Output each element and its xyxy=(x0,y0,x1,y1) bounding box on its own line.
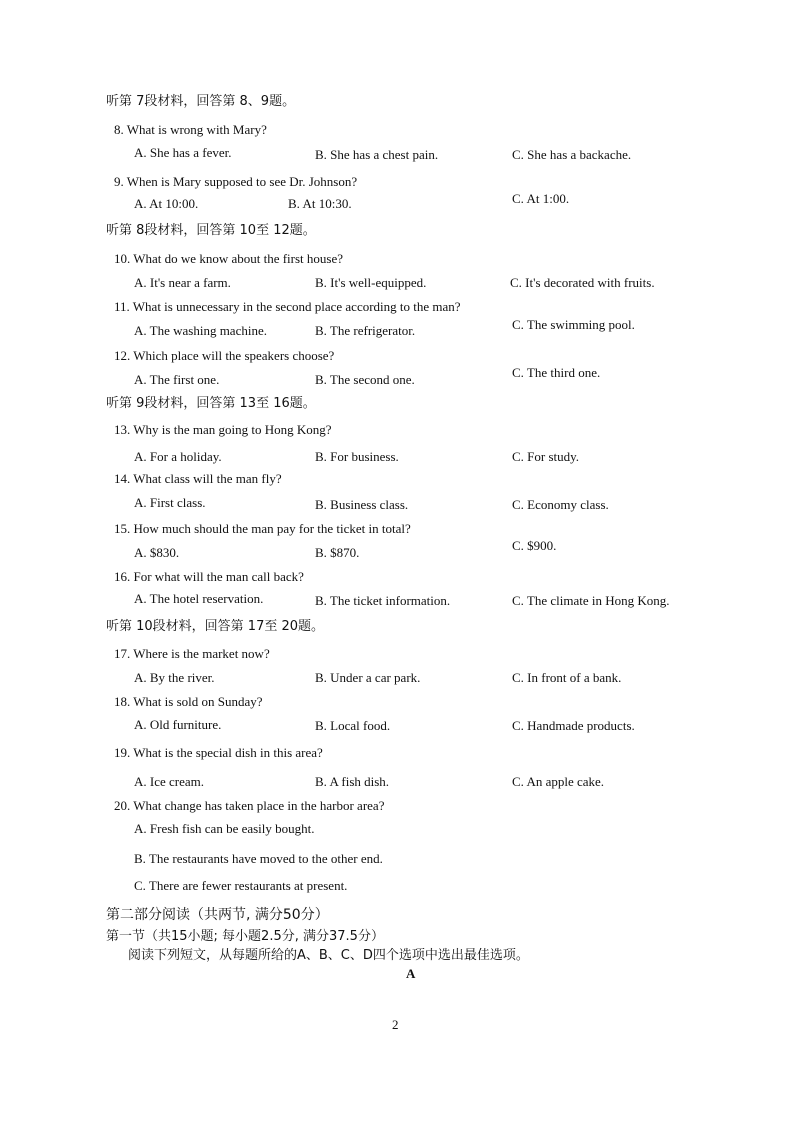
question-10: 10. What do we know about the first house? xyxy=(114,251,344,266)
option-20a: A. Fresh fish can be easily bought. xyxy=(134,821,315,836)
question-12: 12. Which place will the speakers choose? xyxy=(114,348,335,363)
option-8b: B. She has a chest pain. xyxy=(315,147,439,162)
option-15a: A. $830. xyxy=(134,545,180,560)
option-19b: B. A fish dish. xyxy=(315,774,390,789)
question-15: 15. How much should the man pay for the ticket in total? xyxy=(114,521,411,536)
section-7-heading: 听第 7段材料，回答第 8、9题。 xyxy=(106,94,296,109)
option-13c: C. For study. xyxy=(512,449,580,464)
option-9a: A. At 10:00. xyxy=(134,196,199,211)
option-18a: A. Old furniture. xyxy=(134,717,222,732)
reading-instruction: 阅读下列短文，从每题所给的A、B、C、D四个选项中选出最佳选项。 xyxy=(128,948,529,963)
option-17c: C. In front of a bank. xyxy=(512,670,622,685)
question-9: 9. When is Mary supposed to see Dr. Johnson? xyxy=(114,174,358,189)
option-11c: C. The swimming pool. xyxy=(512,317,635,332)
option-9b: B. At 10:30. xyxy=(288,196,352,211)
option-20c: C. There are fewer restaurants at present. xyxy=(134,878,348,893)
option-16b: B. The ticket information. xyxy=(315,593,451,608)
option-8a: A. She has a fever. xyxy=(134,145,232,160)
option-13a: A. For a holiday. xyxy=(134,449,222,464)
option-17b: B. Under a car park. xyxy=(315,670,421,685)
option-13b: B. For business. xyxy=(315,449,399,464)
question-18: 18. What is sold on Sunday? xyxy=(114,694,263,709)
option-10b: B. It's well-equipped. xyxy=(315,275,427,290)
question-14: 14. What class will the man fly? xyxy=(114,471,282,486)
option-18c: C. Handmade products. xyxy=(512,718,635,733)
section-9-heading: 听第 9段材料，回答第 13至 16题。 xyxy=(106,396,316,411)
option-9c: C. At 1:00. xyxy=(512,191,570,206)
option-14a: A. First class. xyxy=(134,495,206,510)
part-2-heading: 第二部分阅读（共两节, 满分50分） xyxy=(106,907,329,923)
option-18b: B. Local food. xyxy=(315,718,391,733)
option-19a: A. Ice cream. xyxy=(134,774,205,789)
question-11: 11. What is unnecessary in the second place according to the man? xyxy=(114,299,461,314)
option-8c: C. She has a backache. xyxy=(512,147,632,162)
option-10a: A. It's near a farm. xyxy=(134,275,231,290)
option-11b: B. The refrigerator. xyxy=(315,323,416,338)
question-13: 13. Why is the man going to Hong Kong? xyxy=(114,422,332,437)
question-8: 8. What is wrong with Mary? xyxy=(114,122,267,137)
question-19: 19. What is the special dish in this area? xyxy=(114,745,323,760)
option-15b: B. $870. xyxy=(315,545,360,560)
option-12a: A. The first one. xyxy=(134,372,220,387)
section-10-heading: 听第 10段材料，回答第 17至 20题。 xyxy=(106,619,325,634)
option-12b: B. The second one. xyxy=(315,372,415,387)
option-14c: C. Economy class. xyxy=(512,497,609,512)
option-16a: A. The hotel reservation. xyxy=(134,591,264,606)
page-number: 2 xyxy=(392,1017,399,1032)
option-12c: C. The third one. xyxy=(512,365,601,380)
question-16: 16. For what will the man call back? xyxy=(114,569,304,584)
option-20b: B. The restaurants have moved to the other end. xyxy=(134,851,383,866)
option-14b: B. Business class. xyxy=(315,497,409,512)
option-10c: C. It's decorated with fruits. xyxy=(510,275,655,290)
section-1-heading: 第一节（共15小题; 每小题2.5分, 满分37.5分） xyxy=(106,929,384,944)
section-8-heading: 听第 8段材料，回答第 10至 12题。 xyxy=(106,223,316,238)
question-20: 20. What change has taken place in the harbor area? xyxy=(114,798,385,813)
option-17a: A. By the river. xyxy=(134,670,215,685)
option-11a: A. The washing machine. xyxy=(134,323,267,338)
option-19c: C. An apple cake. xyxy=(512,774,605,789)
option-16c: C. The climate in Hong Kong. xyxy=(512,593,670,608)
option-15c: C. $900. xyxy=(512,538,557,553)
passage-label: A xyxy=(406,966,416,981)
question-17: 17. Where is the market now? xyxy=(114,646,270,661)
